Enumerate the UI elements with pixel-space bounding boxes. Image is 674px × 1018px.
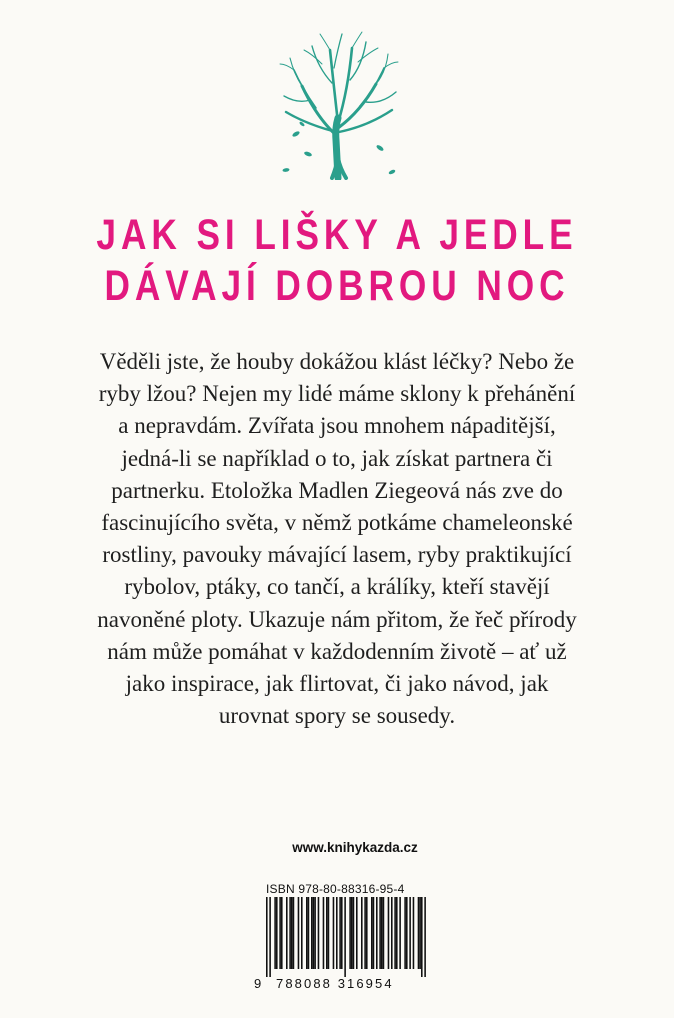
barcode-icon [266,897,426,977]
barcode-bar [406,897,408,969]
barcode-bar [344,897,346,977]
blurb-line: Věděli jste, že houby dokážou klást léčky? Nebo že [99,349,575,374]
barcode-bar [326,897,328,969]
barcode-bar [376,897,378,969]
isbn-label: ISBN 978-80-88316-95-4 [266,882,405,896]
barcode-bar [311,897,313,969]
barcode-bar [289,897,291,969]
blurb-line: navoněné ploty. Ukazuje nám přitom, že řeč přírody [97,606,577,632]
barcode-bar [349,897,351,969]
barcode-bar [306,897,308,969]
barcode-bar [394,897,396,969]
barcode-bar [339,897,341,969]
barcode-bar [356,897,358,969]
barcode-bar [418,897,420,969]
barcode-bar [388,897,390,969]
blurb-line: jako inspirace, jak flirtovat, či jako návod, jak [125,671,549,697]
barcode-bar [381,897,383,969]
barcode-bar [379,897,381,969]
barcode-bar [421,897,423,977]
book-title-line-2: DÁVAJÍ DOBROU NOC [104,262,570,310]
barcode-bar [269,897,271,977]
blurb-line: rybolov, ptáky, co tančí, a králíky, kteří stavějí [124,574,550,600]
tree-logo-icon [272,28,404,180]
barcode-bar [353,897,355,969]
blurb-line: a nepravdám. Zvířata jsou mnohem nápaditější, [118,413,556,439]
barcode-bar [301,897,303,969]
barcode-bar [291,897,293,969]
barcode-bar [341,897,343,969]
barcode-bar [404,897,406,969]
barcode-bar [424,897,426,977]
barcode-bar [396,897,398,969]
barcode-bar [399,897,401,969]
barcode-digits: 788088 316954 [276,976,394,991]
blurb-line: jedná-li se například o to, jak získat partnera či [121,445,553,471]
book-title-line-1: JAK SI LIŠKY A JEDLE [96,211,578,259]
barcode-bar [286,897,288,969]
barcode-bar [371,897,373,969]
book-blurb [60,346,614,732]
barcode-bar [373,897,375,969]
barcode-bar [266,897,268,977]
barcode-bar [313,897,315,969]
barcode-bar [409,897,411,969]
barcode-bar [279,897,281,969]
blurb-line: ryby lžou? Nejen my lidé máme sklony k přehánění [98,381,576,407]
barcode-bar [419,897,421,969]
barcode-bar [364,897,366,969]
barcode-bar [413,897,415,969]
barcode-bar [276,897,278,969]
barcode-bar [298,897,300,969]
barcode-first-digit: 9 [254,976,262,991]
barcode-bar [318,897,320,969]
barcode-bar [274,897,276,969]
barcode-bar [323,897,325,969]
blurb-line: nám může pomáhat v každodenním životě – ať už [107,638,567,664]
barcode-bar [328,897,330,969]
barcode-bar [314,897,316,969]
publisher-website: www.knihykazda.cz [292,840,418,855]
barcode-bar [336,897,338,969]
blurb-line: urovnat spory se sousedy. [218,703,456,729]
blurb-line: partnerku. Etoložka Madlen Ziegeová nás zve do [111,477,563,503]
barcode-bar [308,897,310,969]
barcode-bar [293,897,295,969]
barcode-bar [361,897,363,969]
blurb-line: fascinujícího světa, v němž potkáme chameleonské [101,510,573,536]
barcode-bar [333,897,335,969]
barcode-bar [366,897,368,969]
blurb-line: rostliny, pavouky mávající lasem, ryby praktikující [102,542,572,568]
barcode-bar [391,897,393,969]
barcode-bar [383,897,385,969]
barcode-bar [351,897,353,969]
barcode-bar [281,897,283,969]
barcode [254,897,429,995]
